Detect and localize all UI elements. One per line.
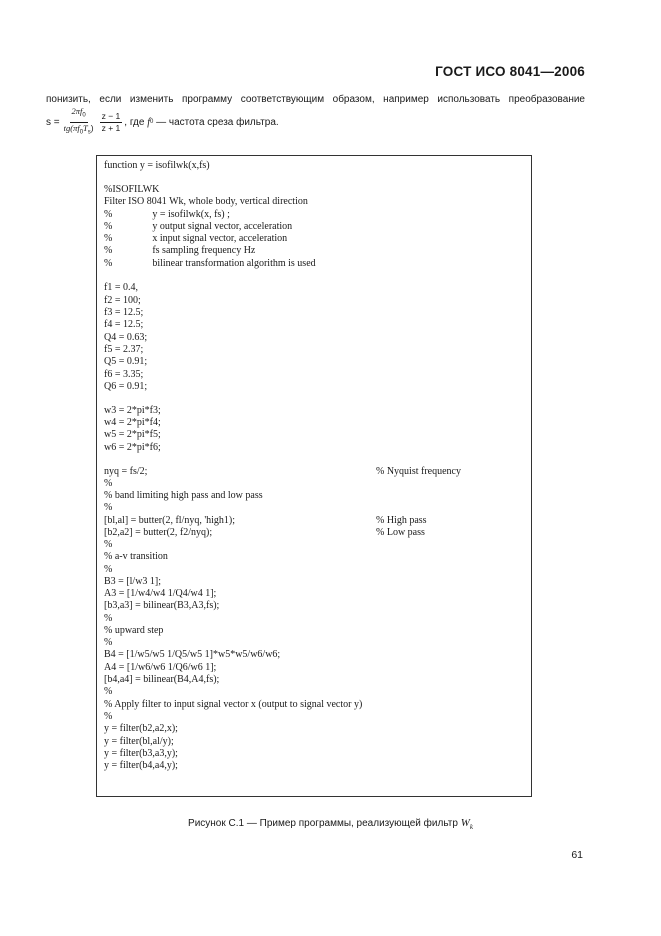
formula-tail-var-sub: 0 (150, 119, 154, 125)
fraction-1-denominator-b: T (83, 122, 88, 133)
code-line: Q6 = 0.91; (104, 381, 148, 392)
fraction-1-denominator-sub2: s (87, 129, 91, 136)
code-line: w6 = 2*pi*f6; (104, 442, 161, 453)
code-line: % fs sampling frequency Hz (104, 245, 256, 256)
code-line: % (104, 637, 113, 648)
code-inline-comment: % High pass (376, 515, 427, 526)
figure-caption (0, 817, 661, 831)
intro-paragraph-line: понизить, если изменить программу соответствующим образом, например использовать преобразование (46, 94, 585, 105)
code-line: %ISOFILWK (104, 184, 160, 195)
code-line: [bl,al] = butter(2, fl/nyq, 'high1); (104, 515, 236, 526)
code-line: f3 = 12.5; (104, 307, 144, 318)
code-line: % (104, 711, 113, 722)
code-line: nyq = fs/2; (104, 466, 148, 477)
code-line: Q5 = 0.91; (104, 356, 148, 367)
fraction-2-numerator: z − 1 (101, 110, 121, 121)
formula-tail-var: f (147, 116, 150, 128)
code-line: w3 = 2*pi*f3; (104, 405, 161, 416)
code-line: % Apply filter to input signal vector x (output to signal vector y) (104, 699, 363, 710)
code-line: % (104, 478, 113, 489)
code-line: y = filter(b4,a4,y); (104, 760, 178, 771)
code-line: % y = isofilwk(x, fs) ; (104, 209, 230, 220)
code-line: y = filter(b3,a3,y); (104, 748, 178, 759)
code-line: Filter ISO 8041 Wk, whole body, vertical direction (104, 196, 308, 207)
code-line: % (104, 613, 113, 624)
code-line: % bilinear transformation algorithm is used (104, 258, 316, 269)
caption-variable-sub: k (469, 823, 473, 831)
code-inline-comment: % Nyquist frequency (376, 466, 461, 477)
document-header: ГОСТ ИСО 8041—2006 (435, 64, 585, 79)
code-line: % x input signal vector, acceleration (104, 233, 288, 244)
code-line: [b2,a2] = butter(2, f2/nyq); (104, 527, 213, 538)
code-line: y = filter(bl,al/y); (104, 736, 174, 747)
code-line: w4 = 2*pi*f4; (104, 417, 161, 428)
code-line: A4 = [1/w6/w6 1/Q6/w6 1]; (104, 662, 217, 673)
code-line: % band limiting high pass and low pass (104, 490, 263, 501)
code-line: f1 = 0.4, (104, 282, 138, 293)
code-line: A3 = [1/w4/w4 1/Q4/w4 1]; (104, 588, 217, 599)
code-line: y = filter(b2,a2,x); (104, 723, 178, 734)
page-number: 61 (571, 849, 583, 861)
formula-tail-pre: , где (124, 116, 145, 128)
code-line: Q4 = 0.63; (104, 332, 148, 343)
fraction-1-denominator-sub1: 0 (79, 129, 84, 136)
code-line: % (104, 564, 113, 575)
formula-lhs: s = (46, 116, 60, 128)
code-line: f2 = 100; (104, 295, 141, 306)
code-inline-comment: % Low pass (376, 527, 425, 538)
code-line: [b4,a4] = bilinear(B4,A4,fs); (104, 674, 220, 685)
code-line: f6 = 3.35; (104, 369, 144, 380)
fraction-1-numerator: 2πf (71, 105, 83, 116)
formula-fraction-2 (100, 111, 123, 134)
caption-text: Рисунок С.1 — Пример программы, реализующей фильтр (188, 818, 458, 829)
code-line: f5 = 2.37; (104, 344, 144, 355)
code-line: % (104, 539, 113, 550)
code-line: % a-v transition (104, 551, 168, 562)
code-line: [b3,a3] = bilinear(B3,A3,fs); (104, 600, 220, 611)
fraction-1-denominator-a: tg(πf (63, 122, 80, 133)
code-line: B3 = [l/w3 1]; (104, 576, 162, 587)
code-line: function y = isofilwk(x,fs) (104, 160, 210, 171)
code-line: f4 = 12.5; (104, 319, 144, 330)
formula-line (46, 105, 279, 136)
formula-tail-post: — частота среза фильтра. (156, 116, 279, 128)
fraction-1-numerator-sub: 0 (82, 112, 86, 119)
code-line: % (104, 502, 113, 513)
caption-variable: W (460, 817, 470, 829)
code-line: % (104, 686, 113, 697)
code-line: w5 = 2*pi*f5; (104, 429, 161, 440)
code-line: % upward step (104, 625, 164, 636)
fraction-1-denominator-c: ) (90, 122, 94, 133)
code-line: % y output signal vector, acceleration (104, 221, 293, 232)
fraction-2-denominator: z + 1 (101, 122, 121, 133)
formula-fraction-1 (62, 106, 96, 138)
code-line: B4 = [1/w5/w5 1/Q5/w5 1]*w5*w5/w6/w6; (104, 649, 281, 660)
